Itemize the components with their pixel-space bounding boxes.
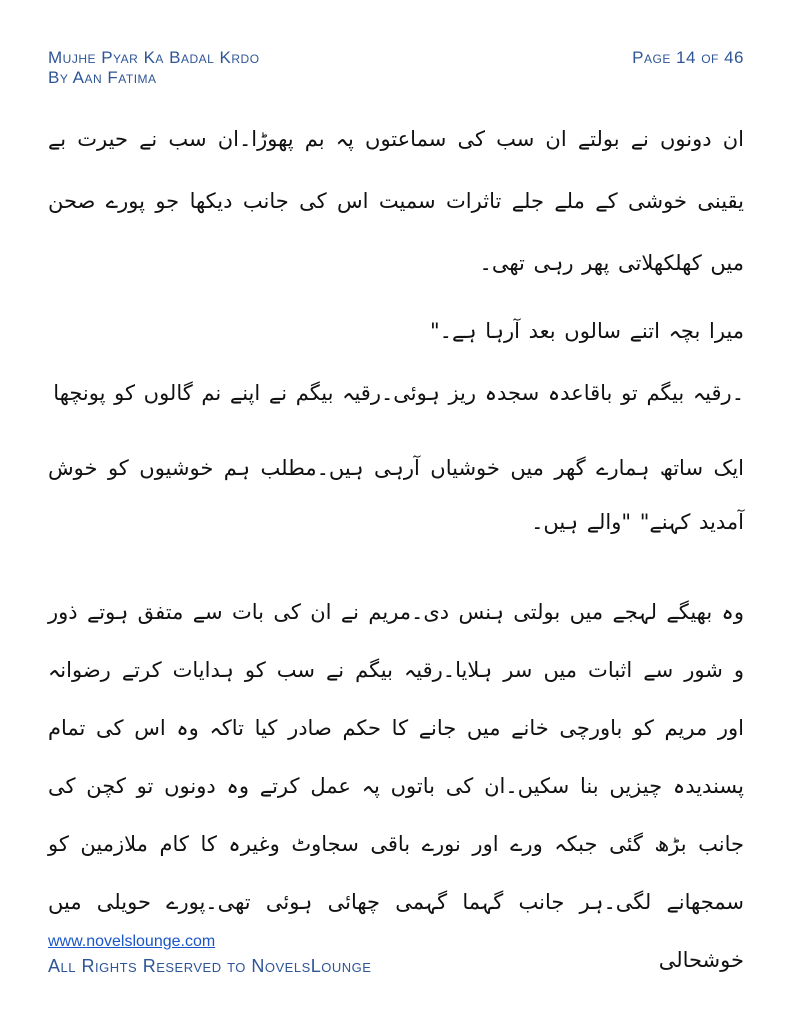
page-number: Page 14 of 46: [632, 48, 744, 67]
website-link[interactable]: www.novelslounge.com: [48, 933, 216, 950]
novel-title: Mujhe Pyar Ka Badal Krdo: [48, 48, 260, 67]
rights-notice: All Rights Reserved to NovelsLounge: [48, 956, 372, 976]
paragraph: میرا بچہ اتنے سالوں بعد آرہا ہے۔": [430, 319, 744, 343]
paragraph: ان دونوں نے بولتے ان سب کی سماعتوں پہ بم پھوڑا۔ان سب نے حیرت بے یقینی خوشی کے ملے جلے تاثرات سمیت اس کی جانب دیکھا جو پورے صحن میں کھلکھلاتی پھر رہی تھی۔: [48, 127, 744, 275]
author-line: By Aan Fatima: [48, 68, 157, 87]
document-header-left: [48, 48, 260, 88]
paragraph: وہ بھیگے لہجے میں بولتی ہنس دی۔مریم نے ان کی بات سے متفق ہوتے ذور و شور سے اثبات میں سر ہلایا۔رقیہ بیگم نے سب کو ہدایات کرتے رضوانہ اور مریم کو باورچی خانے میں جانے کا حکم صادر کیا تاکہ وہ اس کی تمام پسندیدہ چیزیں بنا سکیں۔ان کی باتوں پہ عمل کرتے وہ دونوں تو کچن کی جانب بڑھ گئی جبکہ ورے اور نورے باقی سجاوٹ وغیرہ کا کام ملازمین کو سمجھانے لگی۔ہر جانب گہما گہمی چھائی ہوئی تھی۔پورے حویلی میں خوشحالی: [48, 600, 744, 972]
paragraph: ۔رقیہ بیگم تو باقاعدہ سجدہ ریز ہوئی۔رقیہ بیگم نے اپنے نم گالوں کو پونچھا: [53, 381, 744, 405]
paragraph: ایک ساتھ ہمارے گھر میں خوشیاں آرہی ہیں۔مطلب ہم خوشیوں کو خوش آمدید کہنے" "والے ہیں۔: [48, 456, 744, 534]
